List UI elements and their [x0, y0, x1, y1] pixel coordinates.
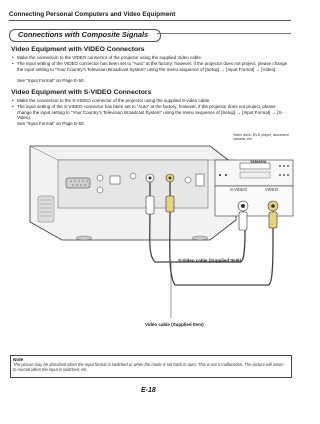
svideo-section-heading: Video Equipment with S-VIDEO Connectors [11, 89, 152, 96]
bullet-dot: • [12, 104, 14, 109]
svideo-port-label: S-VIDEO [230, 187, 248, 192]
bullet-dot: • [12, 61, 14, 66]
note-text: The picture may be disturbed when the input format is switched or when the mode is set back to auto. This is not a malfunction. The picture will return to normal when the input is switched, etc. [13, 362, 284, 372]
video-deck-illustration [215, 160, 293, 216]
svideo-bullet-2-text: The input setting of the S-VIDEO connector has been set to “Auto” at the factory; however, if the projector does not project, please change the input setting to “Your Country’s Television Broadcast System” using the menu sequence of [Setup] → [Input Format] → [S-Video]. [17, 104, 284, 121]
device-brand-label: YAMAHA [250, 160, 267, 164]
video-section-heading: Video Equipment with VIDEO Connectors [11, 46, 145, 53]
page-header-title: Connecting Personal Computers and Video Equipment [9, 11, 176, 18]
svideo-see-also: See “Input Format” on Page E-50. [17, 121, 85, 126]
page-number: E-18 [141, 387, 156, 394]
bullet-dot: • [12, 55, 14, 60]
note-title: Note [13, 357, 24, 362]
video-port-label: VIDEO [265, 187, 279, 192]
svideo-cable-label: S-Video cable (Supplied Item) [178, 258, 242, 263]
section-title: Connections with Composite Signals [18, 30, 149, 39]
video-bullet-2-text: The input setting of the VIDEO connector has been set to “Auto” at the factory; however, if the projector does not project, please change the input setting to “Your Country’s Television Broadcast System” using the menu sequence of [Setup] → [Input Format] → [Video]. [17, 61, 288, 72]
video-cable-label: Video cable (Supplied Item) [145, 322, 204, 327]
video-bullet-1-text: Make the connection to the VIDEO connector of the projector using the supplied Video cable. [17, 55, 203, 60]
projector-illustration [30, 146, 236, 240]
bullet-dot: • [12, 98, 14, 103]
svideo-bullet-1-text: Make the connection to the S-VIDEO connector of the projector using the supplied S-video cable. [17, 98, 211, 103]
video-see-also: See “Input Format” on Page E-50. [17, 78, 85, 83]
device-caption: Video deck, DVD player, document camera, etc. [233, 133, 289, 142]
